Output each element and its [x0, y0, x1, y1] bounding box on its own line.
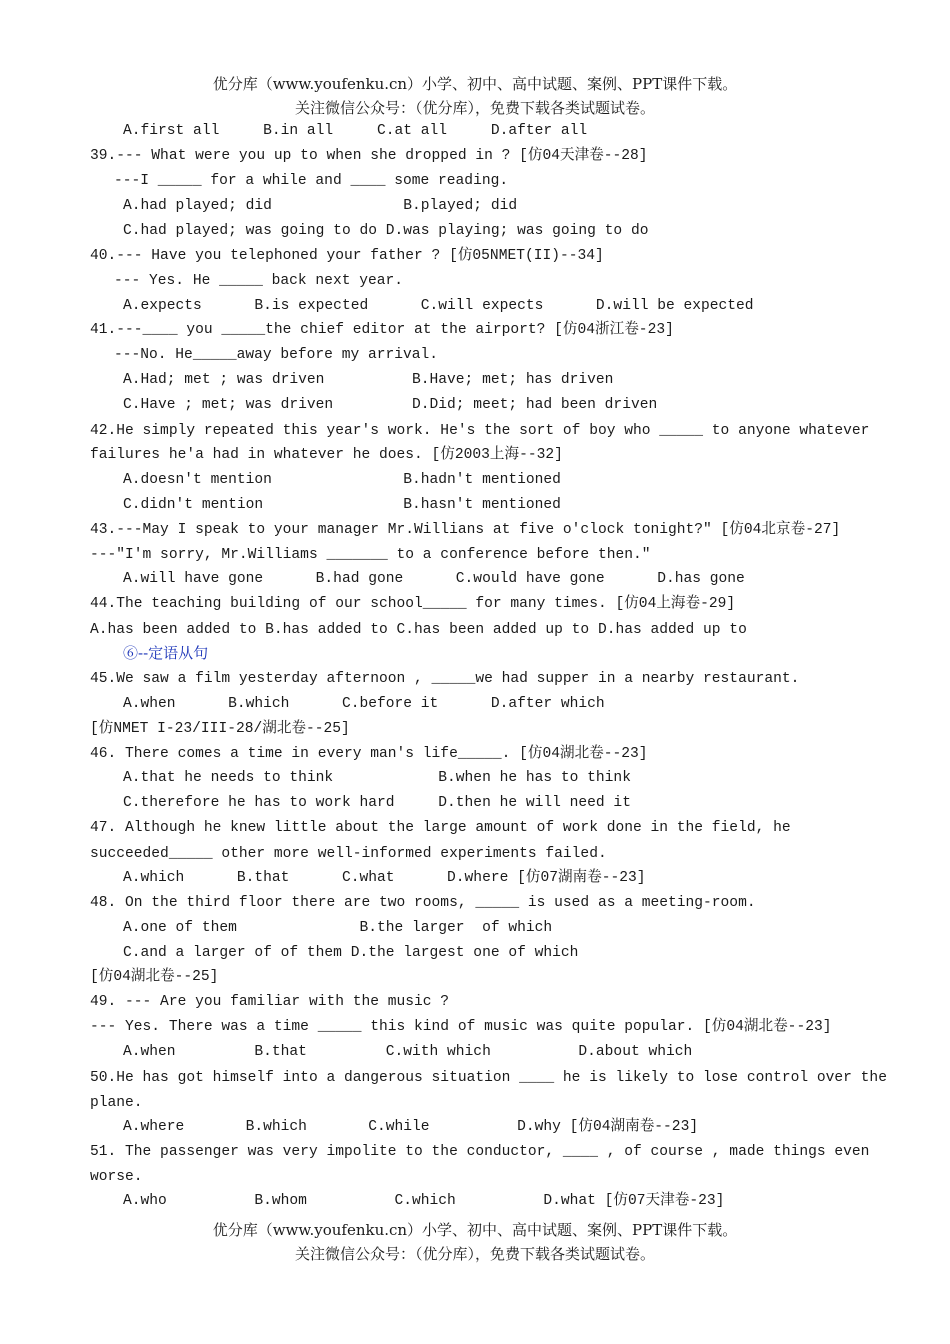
header-line-2: 关注微信公众号：（优分库），免费下载各类试题试卷。	[294, 99, 655, 117]
q47-stem: 47. Although he knew little about the large amount of work done in the field, he	[90, 820, 791, 836]
q42-options-2: C.didn't mention B.hasn't mentioned	[123, 497, 561, 513]
q50-stem-2: plane.	[90, 1095, 143, 1111]
q44-options: A.has been added to B.has added to C.has been added up to D.has added up to	[90, 622, 747, 638]
q46-stem: 46. There comes a time in every man's life_____. [仿04湖北卷--23]	[90, 746, 648, 762]
q43-stem-2: ---"I'm sorry, Mr.Williams _______ to a conference before then."	[90, 547, 651, 563]
section-heading: ⑥--定语从句	[123, 644, 209, 662]
q41-options-2: C.Have ; met; was driven D.Did; meet; had been driven	[123, 397, 658, 413]
q39-options-2: C.had played; was going to do D.was playing; was going to do	[123, 223, 649, 239]
q39-stem: 39.--- What were you up to when she dropped in ? [仿04天津卷--28]	[90, 148, 648, 164]
q41-stem: 41.---____ you _____the chief editor at the airport? [仿04浙江卷-23]	[90, 322, 674, 338]
q48-options-1: A.one of them B.the larger of which	[123, 920, 553, 936]
q51-stem-2: worse.	[90, 1169, 143, 1185]
q46-options-2: C.therefore he has to work hard D.then he will need it	[123, 795, 631, 811]
q39-stem-2: ---I _____ for a while and ____ some reading.	[114, 173, 509, 189]
footer-line-1: 优分库（www.youfenku.cn）小学、初中、高中试题、案例、PPT课件下载。	[212, 1221, 738, 1239]
q50-options: A.where B.which C.while D.why [仿04湖南卷--23]	[123, 1119, 699, 1135]
q39-options-1: A.had played; did B.played; did	[123, 198, 518, 214]
q41-stem-2: ---No. He_____away before my arrival.	[114, 347, 439, 363]
q40-options: A.expects B.is expected C.will expects D.will be expected	[123, 298, 754, 314]
q44-stem: 44.The teaching building of our school_____ for many times. [仿04上海卷-29]	[90, 596, 736, 612]
q40-stem-2: --- Yes. He _____ back next year.	[114, 273, 404, 289]
q48-stem: 48. On the third floor there are two rooms, _____ is used as a meeting-room.	[90, 895, 756, 911]
q49-stem: 49. --- Are you familiar with the music ?	[90, 994, 450, 1010]
q48-options-2: C.and a larger of of them D.the largest one of which	[123, 945, 579, 961]
q41-options-1: A.Had; met ; was driven B.Have; met; has driven	[123, 372, 614, 388]
q42-options-1: A.doesn't mention B.hadn't mentioned	[123, 472, 561, 488]
q43-options: A.will have gone B.had gone C.would have gone D.has gone	[123, 571, 745, 587]
q45-stem: 45.We saw a film yesterday afternoon , _____we had supper in a nearby restaurant.	[90, 671, 800, 687]
q42-stem: 42.He simply repeated this year's work. He's the sort of boy who _____ to anyone whatever	[90, 423, 870, 439]
q49-stem-2: --- Yes. There was a time _____ this kind of music was quite popular. [仿04湖北卷--23]	[90, 1019, 832, 1035]
q42-stem-2: failures he'a had in whatever he does. [仿2003上海--32]	[90, 447, 563, 463]
q51-stem: 51. The passenger was very impolite to the conductor, ____ , of course , made things even	[90, 1144, 870, 1160]
header-line-1: 优分库（www.youfenku.cn）小学、初中、高中试题、案例、PPT课件下载。	[212, 75, 738, 93]
q46-options-1: A.that he needs to think B.when he has to think	[123, 770, 631, 786]
q45-source: [仿NMET I-23/III-28/湖北卷--25]	[90, 721, 350, 737]
q38-options: A.first all B.in all C.at all D.after all	[123, 123, 588, 139]
q47-stem-2: succeeded_____ other more well-informed experiments failed.	[90, 846, 607, 862]
q47-options: A.which B.that C.what D.where [仿07湖南卷--23]	[123, 870, 646, 886]
q49-options: A.when B.that C.with which D.about which	[123, 1044, 693, 1060]
q40-stem: 40.--- Have you telephoned your father ? [仿05NMET(II)--34]	[90, 248, 604, 264]
q43-stem: 43.---May I speak to your manager Mr.Willians at five o'clock tonight?" [仿04北京卷-27]	[90, 522, 841, 538]
q51-options: A.who B.whom C.which D.what [仿07天津卷-23]	[123, 1193, 725, 1209]
q45-options: A.when B.which C.before it D.after which	[123, 696, 605, 712]
q50-stem: 50.He has got himself into a dangerous situation ____ he is likely to lose control over the	[90, 1070, 887, 1086]
q48-source: [仿04湖北卷--25]	[90, 969, 219, 985]
footer-line-2: 关注微信公众号：（优分库），免费下载各类试题试卷。	[294, 1245, 655, 1263]
